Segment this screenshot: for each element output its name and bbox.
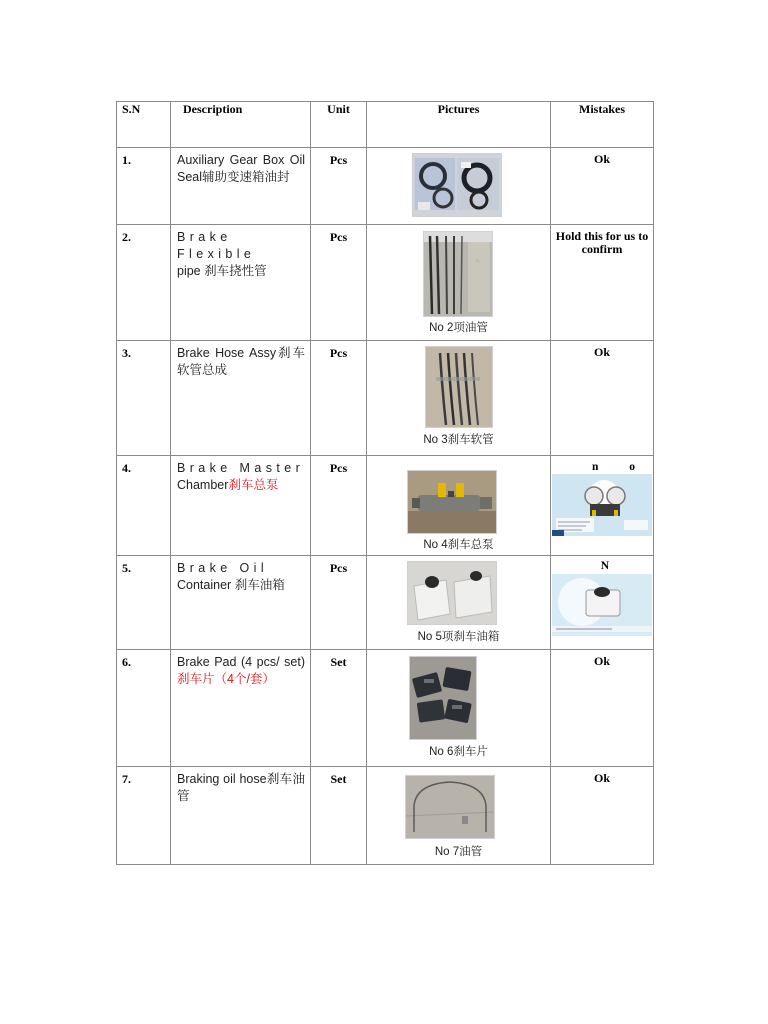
reference-photo bbox=[552, 474, 652, 536]
brake-pad-photo bbox=[409, 656, 477, 740]
row-description: Brake Oil Container 刹车油箱 bbox=[171, 556, 311, 650]
row-sn: 1. bbox=[117, 148, 171, 225]
row-picture bbox=[367, 556, 551, 650]
row-mistake: Ok bbox=[551, 767, 654, 865]
svg-text:::: :: bbox=[476, 258, 480, 264]
row-unit: Pcs bbox=[311, 341, 367, 456]
table-row bbox=[117, 225, 654, 341]
header-mistakes: Mistakes bbox=[551, 102, 654, 148]
mistake-note: N bbox=[600, 560, 649, 572]
header-pictures: Pictures bbox=[367, 102, 551, 148]
row-picture bbox=[367, 767, 551, 865]
row-mistake bbox=[551, 556, 654, 650]
picture-caption: No 2项油管 bbox=[429, 322, 488, 334]
row-picture bbox=[367, 225, 551, 341]
picture-caption: No 6刹车片 bbox=[429, 746, 488, 758]
row-unit: Pcs bbox=[311, 148, 367, 225]
row-unit: Set bbox=[311, 650, 367, 767]
picture-caption: No 4刹车总泵 bbox=[423, 539, 494, 551]
row-sn: 4. bbox=[117, 456, 171, 556]
row-mistake: Ok bbox=[551, 650, 654, 767]
row-description: Brake Flexible pipe 刹车挠性管 bbox=[171, 225, 311, 341]
row-sn: 3. bbox=[117, 341, 171, 456]
row-mistake: Ok bbox=[551, 148, 654, 225]
table-row bbox=[117, 148, 654, 225]
row-picture bbox=[367, 456, 551, 556]
mistake-note: n o bbox=[591, 461, 649, 473]
picture-caption: No 7油管 bbox=[434, 846, 483, 858]
row-mistake: Hold this for us to confirm bbox=[551, 225, 654, 341]
reference-photo bbox=[552, 574, 652, 636]
oil-container-photo bbox=[407, 561, 497, 625]
picture-caption: No 5项刹车油箱 bbox=[417, 631, 500, 643]
master-chamber-photo bbox=[407, 470, 497, 534]
table-row bbox=[117, 341, 654, 456]
row-description: Brake Hose Assy刹车软管总成 bbox=[171, 341, 311, 456]
brake-hose-photo bbox=[425, 346, 493, 428]
row-mistake: Ok bbox=[551, 341, 654, 456]
picture-caption: No 3刹车软管 bbox=[423, 434, 494, 446]
row-description: Brake Master Chamber刹车总泵 bbox=[171, 456, 311, 556]
row-description: Auxiliary Gear Box Oil Seal辅助变速箱油封 bbox=[171, 148, 311, 225]
row-picture bbox=[367, 650, 551, 767]
row-sn: 6. bbox=[117, 650, 171, 767]
row-sn: 7. bbox=[117, 767, 171, 865]
row-picture bbox=[367, 341, 551, 456]
oil-hose-photo bbox=[405, 775, 495, 839]
header-description: Description bbox=[171, 102, 311, 148]
header-unit: Unit bbox=[311, 102, 367, 148]
header-sn: S.N bbox=[117, 102, 171, 148]
row-description: Brake Pad (4 pcs/ set)刹车片（4个/套） bbox=[171, 650, 311, 767]
table-row bbox=[117, 650, 654, 767]
table-row bbox=[117, 767, 654, 865]
row-description: Braking oil hose刹车油管 bbox=[171, 767, 311, 865]
flexible-pipe-photo bbox=[423, 231, 493, 317]
row-unit: Set bbox=[311, 767, 367, 865]
row-mistake bbox=[551, 456, 654, 556]
table-header-row bbox=[117, 102, 654, 148]
table-row bbox=[117, 556, 654, 650]
table-row bbox=[117, 456, 654, 556]
row-unit: Pcs bbox=[311, 225, 367, 341]
row-unit: Pcs bbox=[311, 456, 367, 556]
parts-table bbox=[116, 101, 654, 865]
row-sn: 2. bbox=[117, 225, 171, 341]
row-sn: 5. bbox=[117, 556, 171, 650]
row-picture bbox=[367, 148, 551, 225]
row-unit: Pcs bbox=[311, 556, 367, 650]
oil-seal-photo bbox=[412, 153, 502, 217]
